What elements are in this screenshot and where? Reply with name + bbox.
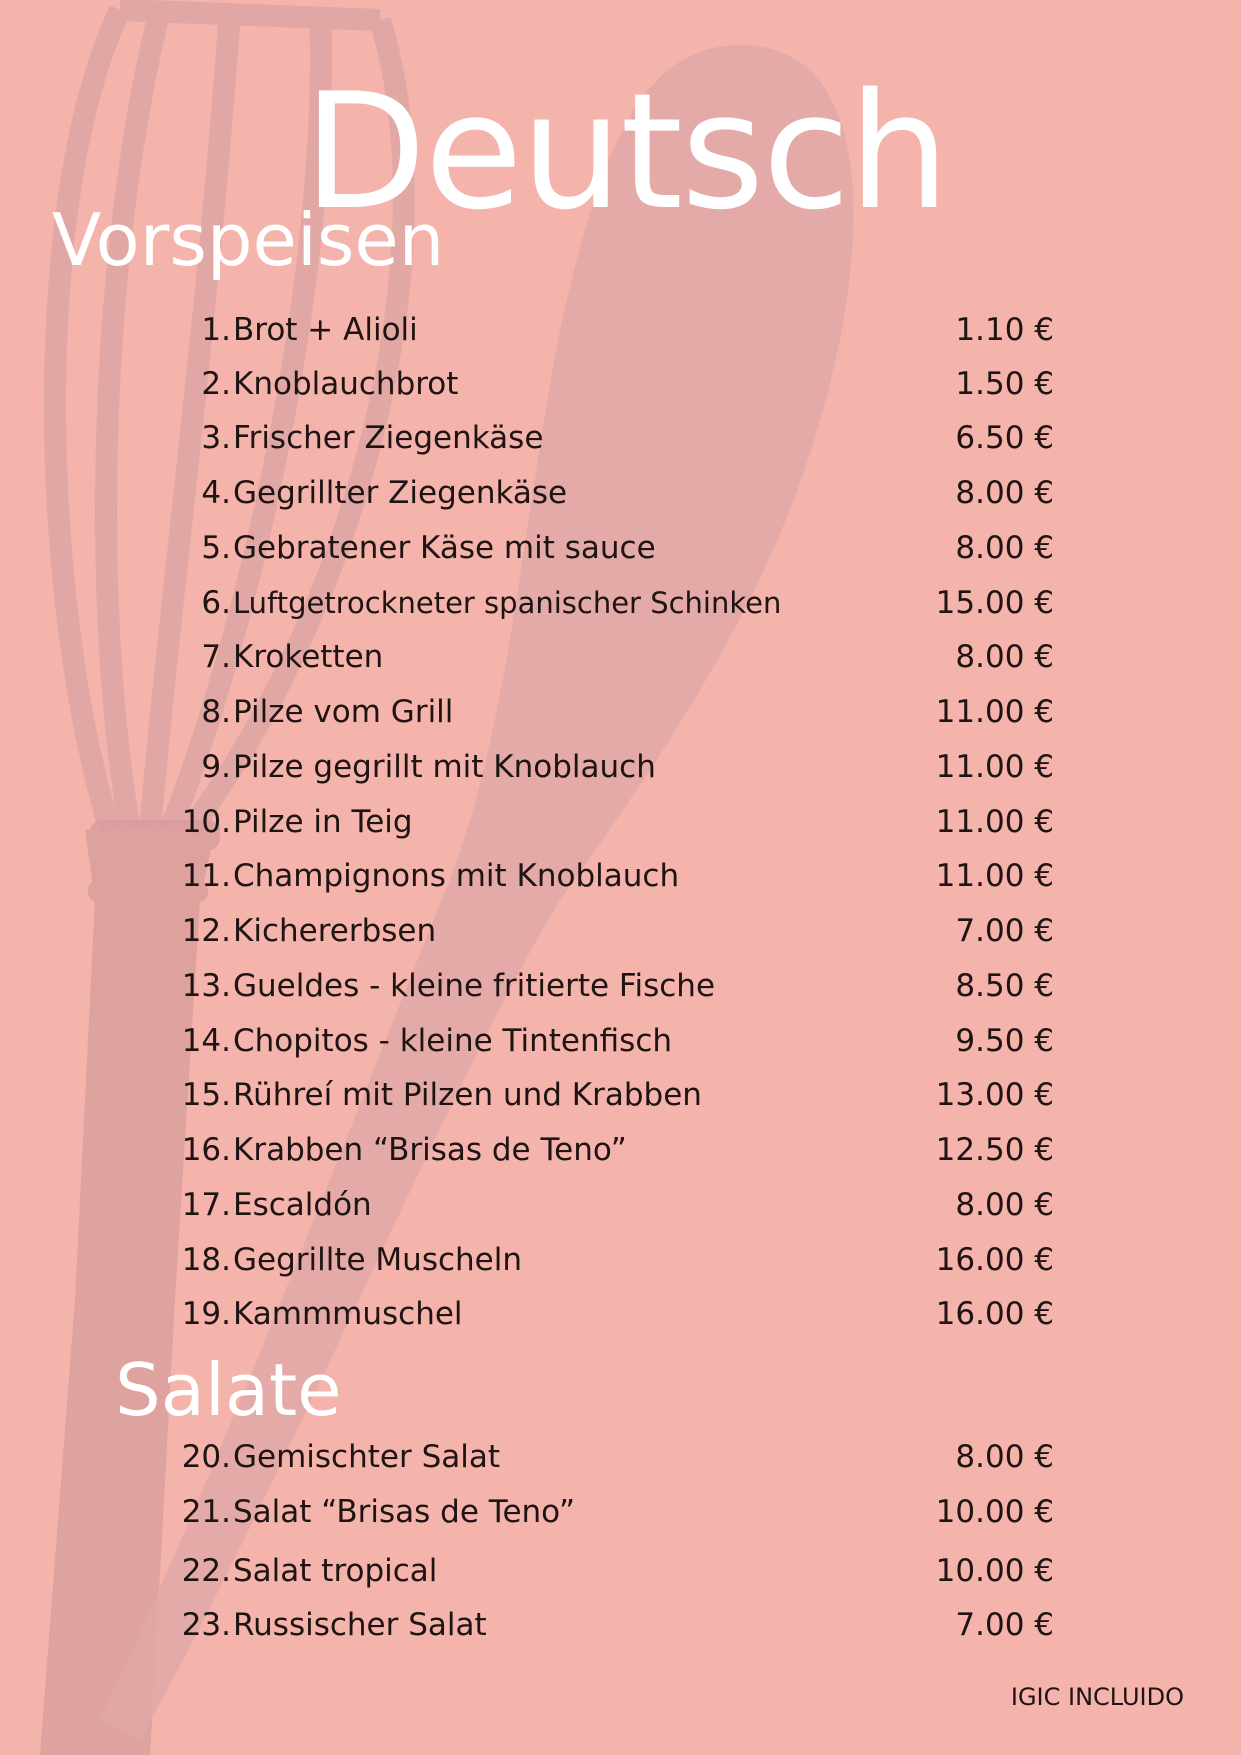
item-price: 15.00 €: [935, 585, 1054, 621]
item-price: 7.00 €: [955, 913, 1054, 949]
item-name: Kichererbsen: [233, 913, 437, 949]
item-price: 16.00 €: [935, 1242, 1054, 1278]
menu-item: [0, 1432, 1241, 1482]
page-title: Deutsch: [303, 58, 948, 245]
item-price: 12.50 €: [935, 1132, 1054, 1168]
menu-item: [0, 468, 1241, 518]
item-number: 10.: [181, 804, 231, 840]
item-price: 1.10 €: [955, 312, 1054, 348]
item-name: Gegrillter Ziegenkäse: [233, 475, 568, 511]
item-number: 2.: [201, 366, 231, 402]
section-heading-salate: Salate: [115, 1348, 342, 1432]
menu-item: [0, 359, 1241, 409]
menu-item: [0, 1289, 1241, 1339]
item-name: Salat tropical: [233, 1553, 438, 1589]
item-name: Gemischter Salat: [233, 1439, 501, 1475]
item-number: 23.: [181, 1607, 231, 1643]
item-name: Champignons mit Knoblauch: [233, 858, 680, 894]
item-number: 11.: [181, 858, 231, 894]
item-name: Frischer Ziegenkäse: [233, 420, 544, 456]
item-price: 8.50 €: [955, 968, 1054, 1004]
item-number: 8.: [201, 694, 231, 730]
item-name: Pilze gegrillt mit Knoblauch: [233, 749, 656, 785]
item-name: Kroketten: [233, 639, 384, 675]
menu-item: [0, 413, 1241, 463]
item-name: Escaldón: [233, 1187, 372, 1223]
menu-item: [0, 906, 1241, 956]
item-name: Gegrillte Muscheln: [233, 1242, 523, 1278]
item-price: 8.00 €: [955, 530, 1054, 566]
item-price: 7.00 €: [955, 1607, 1054, 1643]
item-number: 17.: [181, 1187, 231, 1223]
item-number: 6.: [201, 585, 231, 621]
item-name: Krabben “Brisas de Teno”: [233, 1132, 627, 1168]
item-price: 16.00 €: [935, 1296, 1054, 1332]
item-number: 21.: [181, 1494, 231, 1530]
menu-item: [0, 687, 1241, 737]
item-number: 16.: [181, 1132, 231, 1168]
menu-item: [0, 523, 1241, 573]
item-number: 12.: [181, 913, 231, 949]
menu-item: [0, 1546, 1241, 1596]
menu-item: [0, 578, 1241, 628]
item-name: Salat “Brisas de Teno”: [233, 1494, 576, 1530]
item-number: 18.: [181, 1242, 231, 1278]
item-number: 4.: [201, 475, 231, 511]
menu-item: [0, 797, 1241, 847]
item-name: Pilze in Teig: [233, 804, 413, 840]
item-price: 13.00 €: [935, 1077, 1054, 1113]
item-price: 11.00 €: [935, 804, 1054, 840]
item-number: 13.: [181, 968, 231, 1004]
item-number: 15.: [181, 1077, 231, 1113]
menu-item: [0, 1235, 1241, 1285]
tax-note: IGIC INCLUIDO: [1010, 1683, 1184, 1711]
item-number: 20.: [181, 1439, 231, 1475]
item-price: 11.00 €: [935, 858, 1054, 894]
item-name: Knoblauchbrot: [233, 366, 459, 402]
item-number: 19.: [181, 1296, 231, 1332]
menu-item: [0, 1125, 1241, 1175]
item-name: Kammmuschel: [233, 1296, 463, 1332]
menu-item: [0, 305, 1241, 355]
menu-item: [0, 1070, 1241, 1120]
item-number: 1.: [201, 312, 231, 348]
item-price: 11.00 €: [935, 694, 1054, 730]
item-name: Gebratener Käse mit sauce: [233, 530, 656, 566]
item-price: 10.00 €: [935, 1553, 1054, 1589]
item-price: 9.50 €: [955, 1023, 1054, 1059]
item-name: Rühreí mit Pilzen und Krabben: [233, 1077, 702, 1113]
item-price: 11.00 €: [935, 749, 1054, 785]
menu-item: [0, 1600, 1241, 1650]
item-number: 14.: [181, 1023, 231, 1059]
item-price: 1.50 €: [955, 366, 1054, 402]
item-name: Gueldes - kleine fritierte Fische: [233, 968, 716, 1004]
item-number: 7.: [201, 639, 231, 675]
item-name: Chopitos - kleine Tintenfisch: [233, 1023, 673, 1059]
menu-item: [0, 1487, 1241, 1537]
item-price: 8.00 €: [955, 475, 1054, 511]
item-price: 8.00 €: [955, 1187, 1054, 1223]
section-heading-vorspeisen: Vorspeisen: [52, 198, 445, 282]
item-number: 3.: [201, 420, 231, 456]
item-name: Russischer Salat: [233, 1607, 487, 1643]
item-name: Luftgetrockneter spanischer Schinken: [233, 586, 782, 620]
item-name: Brot + Alioli: [233, 312, 418, 348]
item-price: 10.00 €: [935, 1494, 1054, 1530]
item-number: 22.: [181, 1553, 231, 1589]
menu-item: [0, 1180, 1241, 1230]
item-number: 9.: [201, 749, 231, 785]
menu-item: [0, 851, 1241, 901]
menu-item: [0, 742, 1241, 792]
menu-item: [0, 961, 1241, 1011]
item-price: 8.00 €: [955, 1439, 1054, 1475]
item-number: 5.: [201, 530, 231, 566]
item-name: Pilze vom Grill: [233, 694, 454, 730]
menu-item: [0, 1016, 1241, 1066]
item-price: 8.00 €: [955, 639, 1054, 675]
menu-item: [0, 632, 1241, 682]
item-price: 6.50 €: [955, 420, 1054, 456]
